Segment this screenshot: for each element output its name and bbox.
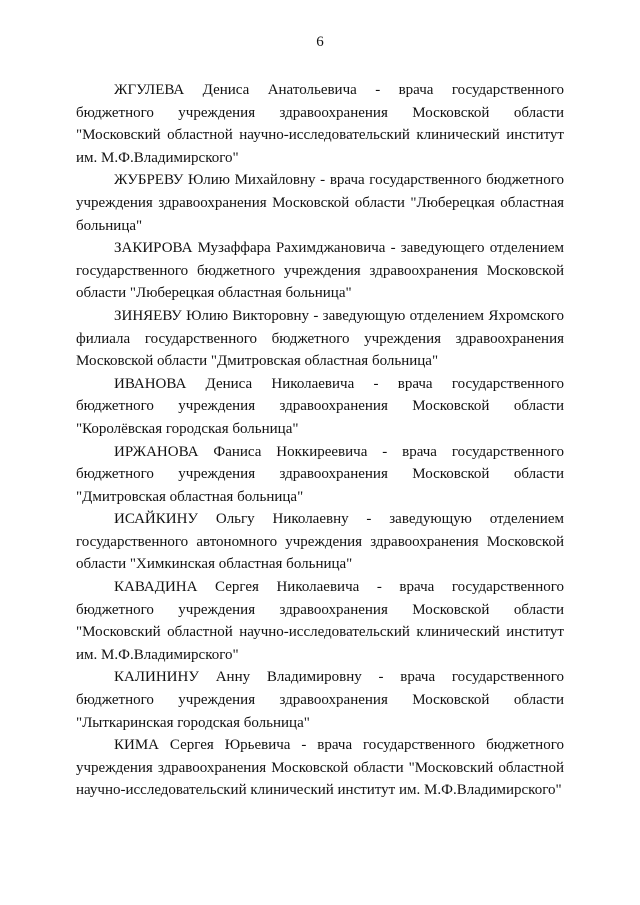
list-item: КАВАДИНА Сергея Николаевича - врача государственного бюджетного учреждения здравоохранения Московской области "Московский областной научно-исследовательский клинический институт им. М.Ф.Владимирского" xyxy=(76,579,564,663)
list-item: ИВАНОВА Дениса Николаевича - врача государственного бюджетного учреждения здравоохранения Московской области "Королёвская городская больница" xyxy=(76,375,564,437)
list-item: ЖГУЛЕВА Дениса Анатольевича - врача государственного бюджетного учреждения здравоохранения Московской области "Московский областной научно-исследовательский клинический институт им. М.Ф.Владимирского" xyxy=(76,82,564,166)
list-item: ИРЖАНОВА Фаниса Ноккиреевича - врача государственного бюджетного учреждения здравоохранения Московской области "Дмитровская областная больница" xyxy=(76,443,564,505)
list-item: КАЛИНИНУ Анну Владимировну - врача государственного бюджетного учреждения здравоохранения Московской области "Лыткаринская городская больница" xyxy=(76,669,564,731)
list-item: ЖУБРЕВУ Юлию Михайловну - врача государственного бюджетного учреждения здравоохранения Московской области "Люберецкая областная больница" xyxy=(76,172,564,234)
list-item: ЗИНЯЕВУ Юлию Викторовну - заведующую отделением Яхромского филиала государственного бюджетного учреждения здравоохранения Московской области "Дмитровская областная больница" xyxy=(76,307,564,370)
page-number: 6 xyxy=(316,34,324,50)
list-item: КИМА Сергея Юрьевича - врача государственного бюджетного учреждения здравоохранения Московской области "Московский областной научно-исследовательский клинический институт им. М.Ф.Владимирского" xyxy=(76,737,564,799)
list-item: ЗАКИРОВА Музаффара Рахимджановича - заведующего отделением государственного бюджетного учреждения здравоохранения Московской области "Люберецкая областная больница" xyxy=(76,240,564,302)
list-item: ИСАЙКИНУ Ольгу Николаевну - заведующую отделением государственного автономного учреждения здравоохранения Московской области "Химкинская областная больница" xyxy=(76,511,564,573)
document-body xyxy=(76,79,564,802)
